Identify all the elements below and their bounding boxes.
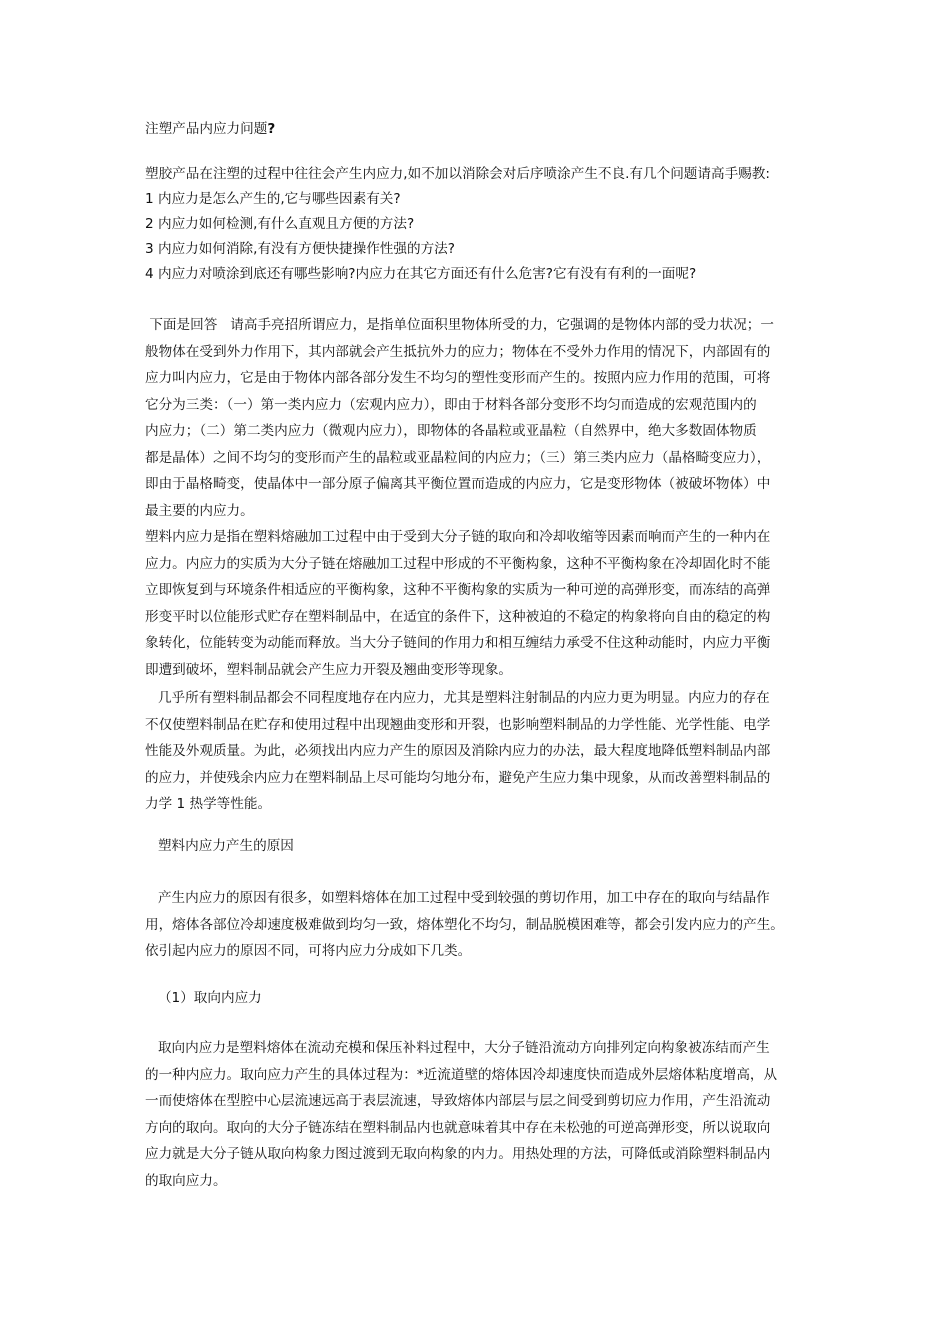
answer-line: 下面是回答 请高手亮招所谓应力，是指单位面积里物体所受的力，它强调的是物体内部的受力状况；一 bbox=[145, 317, 774, 333]
answer-line: 内应力；（二）第二类内应力（微观内应力），即物体的各晶粒或亚晶粒（自然界中，绝大多数固体物质 bbox=[145, 423, 757, 439]
causes-heading-text: 塑料内应力产生的原因 bbox=[145, 838, 294, 854]
plastic-stress-line: 形变平时以位能形式贮存在塑料制品中，在适宜的条件下，这种被迫的不稳定的构象将向自由的稳定的构 bbox=[145, 608, 771, 625]
plastic-stress-line: 塑料内应力是指在塑料熔融加工过程中由于受到大分子链的取向和冷却收缩等因素而响而产生的一种内在 bbox=[145, 529, 771, 545]
plastic-stress-line: 应力。内应力的实质为大分子链在熔融加工过程中形成的不平衡构象，这种不平衡构象在冷却固化时不能 bbox=[145, 555, 771, 572]
document-title bbox=[145, 117, 811, 142]
all-plastics-line: 几乎所有塑料制品都会不同程度地存在内应力，尤其是塑料注射制品的内应力更为明显。内应力的存在 bbox=[145, 690, 770, 706]
answer-line: 都是晶体）之间不均匀的变形而产生的晶粒或亚晶粒间的内应力；（三）第三类内应力（晶格畸变应力）， bbox=[145, 449, 771, 466]
orientation-line: 方向的取向。取向的大分子链冻结在塑料制品内也就意味着其中存在未松弛的可逆高弹形变，所以说取向 bbox=[145, 1119, 771, 1136]
question-section bbox=[145, 162, 811, 287]
orientation-line: 取向内应力是塑料熔体在流动充模和保压补料过程中，大分子链沿流动方向排列定向构象被冻结而产生 bbox=[145, 1040, 770, 1056]
orientation-paragraph bbox=[145, 1035, 811, 1194]
causes-line: 用，熔体各部位冷却速度极难做到均匀一致，熔体塑化不均匀，制品脱模困难等，都会引发内应力的产生。 bbox=[145, 916, 784, 933]
causes-heading bbox=[145, 833, 811, 860]
answer-paragraph bbox=[145, 312, 811, 683]
plastic-stress-line: 即遭到破坏，塑料制品就会产生应力开裂及翘曲变形等现象。 bbox=[145, 661, 513, 678]
all-plastics-line: 的应力，并使残余内应力在塑料制品上尽可能均匀地分布，避免产生应力集中现象，从而改善塑料制品的 bbox=[145, 769, 771, 786]
all-plastics-line: 不仅使塑料制品在贮存和使用过程中出现翘曲变形和开裂，也影响塑料制品的力学性能、光学性能、电学 bbox=[145, 716, 771, 733]
causes-paragraph bbox=[145, 885, 811, 965]
plastic-stress-line: 象转化，位能转变为动能而释放。当大分子链间的作用力和相互缠结力承受不住这种动能时，内应力平衡 bbox=[145, 635, 771, 651]
causes-line: 产生内应力的原因有很多，如塑料熔体在加工过程中受到较强的剪切作用，加工中存在的取向与结晶作 bbox=[145, 890, 770, 906]
question-item: 1 内应力是怎么产生的,它与哪些因素有关? bbox=[145, 191, 401, 207]
orientation-line: 的取向应力。 bbox=[145, 1172, 227, 1189]
answer-line: 般物体在受到外力作用下，其内部就会产生抵抗外力的应力；物体在不受外力作用的情况下，内部固有的 bbox=[145, 343, 771, 360]
question-intro: 塑胶产品在注塑的过程中往往会产生内应力,如不加以消除会对后序喷涂产生不良.有几个问题请高手赐教: bbox=[145, 166, 770, 182]
all-plastics-paragraph bbox=[145, 685, 811, 818]
answer-line: 即由于晶格畸变，使晶体中一部分原子偏离其平衡位置而造成的内应力，它是变形物体（被破坏物体）中 bbox=[145, 476, 771, 492]
all-plastics-line: 力学 1 热学等性能。 bbox=[145, 796, 272, 812]
question-item: 4 内应力对喷涂到底还有哪些影响?内应力在其它方面还有什么危害?它有没有有利的一面呢? bbox=[145, 266, 697, 282]
answer-line: 它分为三类：（一）第一类内应力（宏观内应力），即由于材料各部分变形不均匀而造成的宏观范围内的 bbox=[145, 396, 757, 413]
orientation-heading bbox=[145, 985, 811, 1012]
title-text: 注塑产品内应力问题 bbox=[145, 121, 268, 137]
answer-line: 应力叫内应力，它是由于物体内部各部分发生不均匀的塑性变形而产生的。按照内应力作用的范围，可将 bbox=[145, 370, 771, 386]
question-item: 2 内应力如何检测,有什么直观且方便的方法? bbox=[145, 216, 415, 232]
all-plastics-line: 性能及外观质量。为此，必须找出内应力产生的原因及消除内应力的办法，最大程度地降低塑料制品内部 bbox=[145, 743, 771, 759]
answer-line: 最主要的内应力。 bbox=[145, 502, 254, 519]
question-item: 3 内应力如何消除,有没有方便快捷操作性强的方法? bbox=[145, 241, 455, 257]
plastic-stress-line: 立即恢复到与环境条件相适应的平衡构象，这种不平衡构象的实质为一种可逆的高弹形变，而冻结的高弹 bbox=[145, 582, 771, 598]
orientation-heading-text: （1）取向内应力 bbox=[145, 990, 262, 1006]
orientation-line: 的一种内应力。取向应力产生的具体过程为：*近流道壁的熔体因冷却速度快而造成外层熔体粘度增高，从 bbox=[145, 1066, 778, 1083]
orientation-line: 应力就是大分子链从取向构象力图过渡到无取向构象的内力。用热处理的方法，可降低或消除塑料制品内 bbox=[145, 1146, 771, 1162]
causes-line: 依引起内应力的原因不同，可将内应力分成如下几类。 bbox=[145, 943, 472, 959]
orientation-line: 一而使熔体在型腔中心层流速远高于表层流速，导致熔体内部层与层之间受到剪切应力作用，产生沿流动 bbox=[145, 1093, 771, 1109]
title-question-mark: ? bbox=[267, 121, 276, 137]
